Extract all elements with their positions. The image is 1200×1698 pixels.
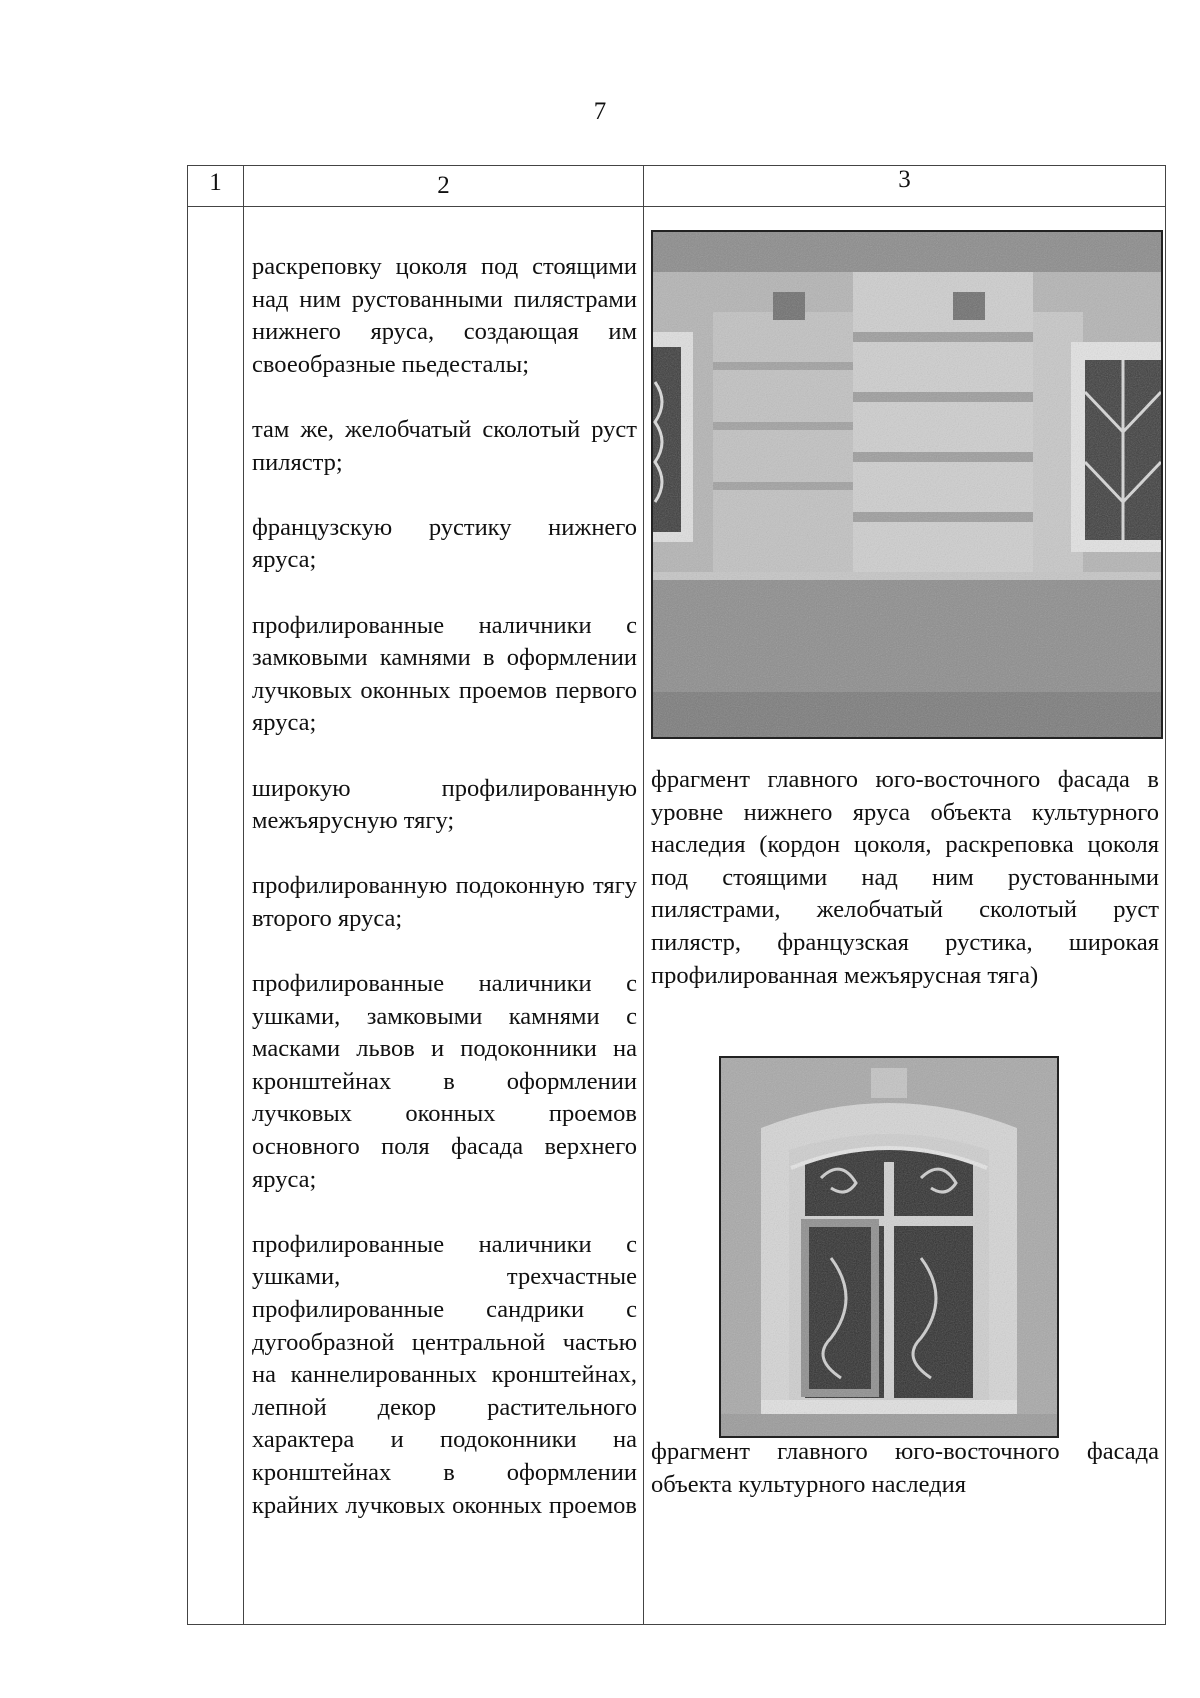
table-header-row [188,166,1166,207]
description-paragraph: там же, желобчатый сколотый руст пилястр; [252,415,637,476]
description-paragraph: профилированные наличники с ушками, замковыми камнями с масками львов и подоконники на кронштейнах в оформлении лучковых оконных проемов основного поля фасада верхнего яруса; [252,970,637,1193]
header-cell-1: 1 [188,166,244,207]
description-paragraph: профилированные наличники с ушками, трехчастные профилированные сандрики с дугообразной центральной частью на каннелированных кронштейнах, лепной декор растительного характера и подоконники на кронштейнах в оформлении крайних лучковых оконных проемов [252,1230,637,1519]
window-photo-2 [719,1056,1059,1438]
description-paragraph: широкую профилированную межъярусную тягу; [252,774,637,835]
col2-cell [244,207,644,1625]
col1-cell [188,207,244,1625]
description-paragraph: профилированные наличники с замковыми камнями в оформлении лучковых оконных проемов первого яруса; [252,611,637,737]
photo-1-caption: фрагмент главного юго-восточного фасада в уровне нижнего яруса объекта культурного наследия (кордон цоколя, раскреповка цоколя под стоящими над ним рустованными пилястрами, желобчатый сколотый руст пилястр, французская рустика, широкая профилированная межъярусная тяга) [651,766,1159,989]
page-number: 7 [593,98,607,125]
col3-cell [644,207,1166,1625]
description-paragraph: раскреповку цоколя под стоящими над ним рустованными пилястрами нижнего яруса, создающая им своеобразные пьедесталы; [252,253,637,378]
photo-2-caption: фрагмент главного юго-восточного фасада объекта культурного наследия [651,1438,1159,1498]
description-paragraph: профилированную подоконную тягу второго яруса; [252,872,637,932]
facade-photo-1 [651,230,1163,739]
header-cell-2: 2 [244,166,644,207]
table-body-row [188,207,1166,1625]
content-table [187,165,1166,1625]
description-paragraph: французскую рустику нижнего яруса; [252,513,637,574]
header-cell-3: 3 [644,166,1166,207]
